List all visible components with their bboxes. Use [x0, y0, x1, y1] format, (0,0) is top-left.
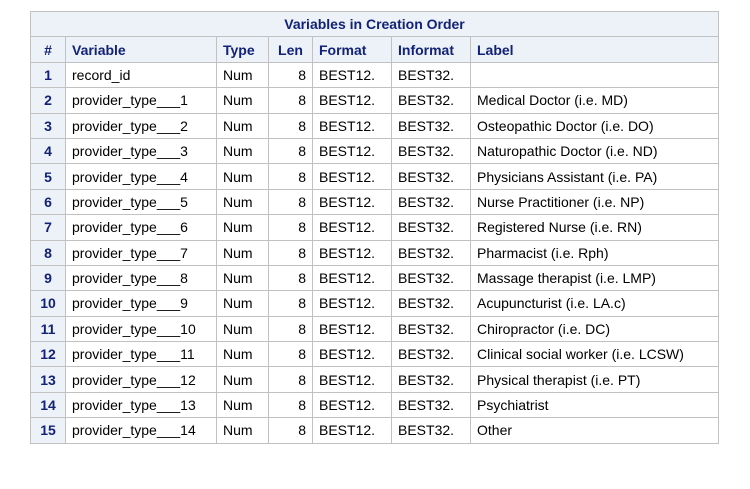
type-cell: Num: [217, 88, 269, 113]
format-cell: BEST12.: [313, 291, 392, 316]
variable-cell: provider_type___10: [66, 316, 217, 341]
type-cell: Num: [217, 367, 269, 392]
row-number: 8: [31, 240, 66, 265]
row-number: 4: [31, 138, 66, 163]
row-number: 9: [31, 265, 66, 290]
type-cell: Num: [217, 62, 269, 87]
variable-cell: provider_type___6: [66, 215, 217, 240]
type-cell: Num: [217, 113, 269, 138]
type-cell: Num: [217, 265, 269, 290]
informat-cell: BEST32.: [392, 342, 471, 367]
len-cell: 8: [269, 316, 313, 341]
variable-cell: provider_type___11: [66, 342, 217, 367]
informat-cell: BEST32.: [392, 215, 471, 240]
variable-cell: provider_type___14: [66, 418, 217, 443]
variable-cell: provider_type___13: [66, 392, 217, 417]
type-cell: Num: [217, 164, 269, 189]
format-cell: BEST12.: [313, 113, 392, 138]
variables-table-container: [30, 11, 718, 444]
type-cell: Num: [217, 342, 269, 367]
informat-cell: BEST32.: [392, 138, 471, 163]
table-row: [31, 240, 719, 265]
label-cell: Psychiatrist: [471, 392, 719, 417]
row-number: 14: [31, 392, 66, 417]
row-number: 7: [31, 215, 66, 240]
column-header-informat: Informat: [392, 37, 471, 62]
column-header-label: Label: [471, 37, 719, 62]
table-header-row: [31, 37, 719, 62]
table-row: [31, 88, 719, 113]
format-cell: BEST12.: [313, 367, 392, 392]
row-number: 3: [31, 113, 66, 138]
variable-cell: provider_type___9: [66, 291, 217, 316]
type-cell: Num: [217, 291, 269, 316]
variable-cell: provider_type___2: [66, 113, 217, 138]
len-cell: 8: [269, 418, 313, 443]
len-cell: 8: [269, 392, 313, 417]
column-header-variable: Variable: [66, 37, 217, 62]
table-caption-row: [31, 12, 719, 37]
label-cell: [471, 62, 719, 87]
variables-table: [30, 11, 719, 444]
table-row: [31, 62, 719, 87]
format-cell: BEST12.: [313, 342, 392, 367]
table-row: [31, 291, 719, 316]
format-cell: BEST12.: [313, 88, 392, 113]
label-cell: Acupuncturist (i.e. LA.c): [471, 291, 719, 316]
table-row: [31, 113, 719, 138]
informat-cell: BEST32.: [392, 367, 471, 392]
variable-cell: provider_type___3: [66, 138, 217, 163]
label-cell: Massage therapist (i.e. LMP): [471, 265, 719, 290]
label-cell: Registered Nurse (i.e. RN): [471, 215, 719, 240]
type-cell: Num: [217, 138, 269, 163]
len-cell: 8: [269, 265, 313, 290]
table-row: [31, 392, 719, 417]
format-cell: BEST12.: [313, 240, 392, 265]
table-row: [31, 215, 719, 240]
format-cell: BEST12.: [313, 392, 392, 417]
variable-cell: provider_type___7: [66, 240, 217, 265]
column-header-number: #: [31, 37, 66, 62]
row-number: 12: [31, 342, 66, 367]
row-number: 2: [31, 88, 66, 113]
type-cell: Num: [217, 240, 269, 265]
format-cell: BEST12.: [313, 164, 392, 189]
len-cell: 8: [269, 113, 313, 138]
variable-cell: provider_type___1: [66, 88, 217, 113]
format-cell: BEST12.: [313, 316, 392, 341]
len-cell: 8: [269, 189, 313, 214]
len-cell: 8: [269, 291, 313, 316]
informat-cell: BEST32.: [392, 392, 471, 417]
format-cell: BEST12.: [313, 138, 392, 163]
label-cell: Other: [471, 418, 719, 443]
informat-cell: BEST32.: [392, 62, 471, 87]
column-header-len: Len: [269, 37, 313, 62]
row-number: 13: [31, 367, 66, 392]
len-cell: 8: [269, 164, 313, 189]
table-row: [31, 189, 719, 214]
informat-cell: BEST32.: [392, 291, 471, 316]
table-row: [31, 164, 719, 189]
informat-cell: BEST32.: [392, 265, 471, 290]
label-cell: Naturopathic Doctor (i.e. ND): [471, 138, 719, 163]
type-cell: Num: [217, 392, 269, 417]
len-cell: 8: [269, 138, 313, 163]
variable-cell: provider_type___8: [66, 265, 217, 290]
column-header-type: Type: [217, 37, 269, 62]
format-cell: BEST12.: [313, 265, 392, 290]
row-number: 1: [31, 62, 66, 87]
informat-cell: BEST32.: [392, 189, 471, 214]
informat-cell: BEST32.: [392, 113, 471, 138]
row-number: 6: [31, 189, 66, 214]
column-header-format: Format: [313, 37, 392, 62]
table-row: [31, 342, 719, 367]
label-cell: Chiropractor (i.e. DC): [471, 316, 719, 341]
row-number: 11: [31, 316, 66, 341]
variable-cell: provider_type___12: [66, 367, 217, 392]
variable-cell: record_id: [66, 62, 217, 87]
format-cell: BEST12.: [313, 62, 392, 87]
table-row: [31, 316, 719, 341]
row-number: 15: [31, 418, 66, 443]
len-cell: 8: [269, 88, 313, 113]
label-cell: Osteopathic Doctor (i.e. DO): [471, 113, 719, 138]
informat-cell: BEST32.: [392, 316, 471, 341]
label-cell: Physicians Assistant (i.e. PA): [471, 164, 719, 189]
len-cell: 8: [269, 240, 313, 265]
variable-cell: provider_type___5: [66, 189, 217, 214]
informat-cell: BEST32.: [392, 88, 471, 113]
type-cell: Num: [217, 189, 269, 214]
type-cell: Num: [217, 215, 269, 240]
type-cell: Num: [217, 418, 269, 443]
label-cell: Nurse Practitioner (i.e. NP): [471, 189, 719, 214]
label-cell: Pharmacist (i.e. Rph): [471, 240, 719, 265]
label-cell: Physical therapist (i.e. PT): [471, 367, 719, 392]
format-cell: BEST12.: [313, 189, 392, 214]
row-number: 5: [31, 164, 66, 189]
type-cell: Num: [217, 316, 269, 341]
variable-cell: provider_type___4: [66, 164, 217, 189]
table-row: [31, 367, 719, 392]
table-row: [31, 138, 719, 163]
table-row: [31, 418, 719, 443]
table-title: Variables in Creation Order: [31, 12, 719, 37]
label-cell: Medical Doctor (i.e. MD): [471, 88, 719, 113]
informat-cell: BEST32.: [392, 240, 471, 265]
row-number: 10: [31, 291, 66, 316]
table-row: [31, 265, 719, 290]
len-cell: 8: [269, 342, 313, 367]
label-cell: Clinical social worker (i.e. LCSW): [471, 342, 719, 367]
informat-cell: BEST32.: [392, 418, 471, 443]
len-cell: 8: [269, 367, 313, 392]
informat-cell: BEST32.: [392, 164, 471, 189]
format-cell: BEST12.: [313, 418, 392, 443]
len-cell: 8: [269, 215, 313, 240]
len-cell: 8: [269, 62, 313, 87]
table-body: [31, 62, 719, 443]
format-cell: BEST12.: [313, 215, 392, 240]
